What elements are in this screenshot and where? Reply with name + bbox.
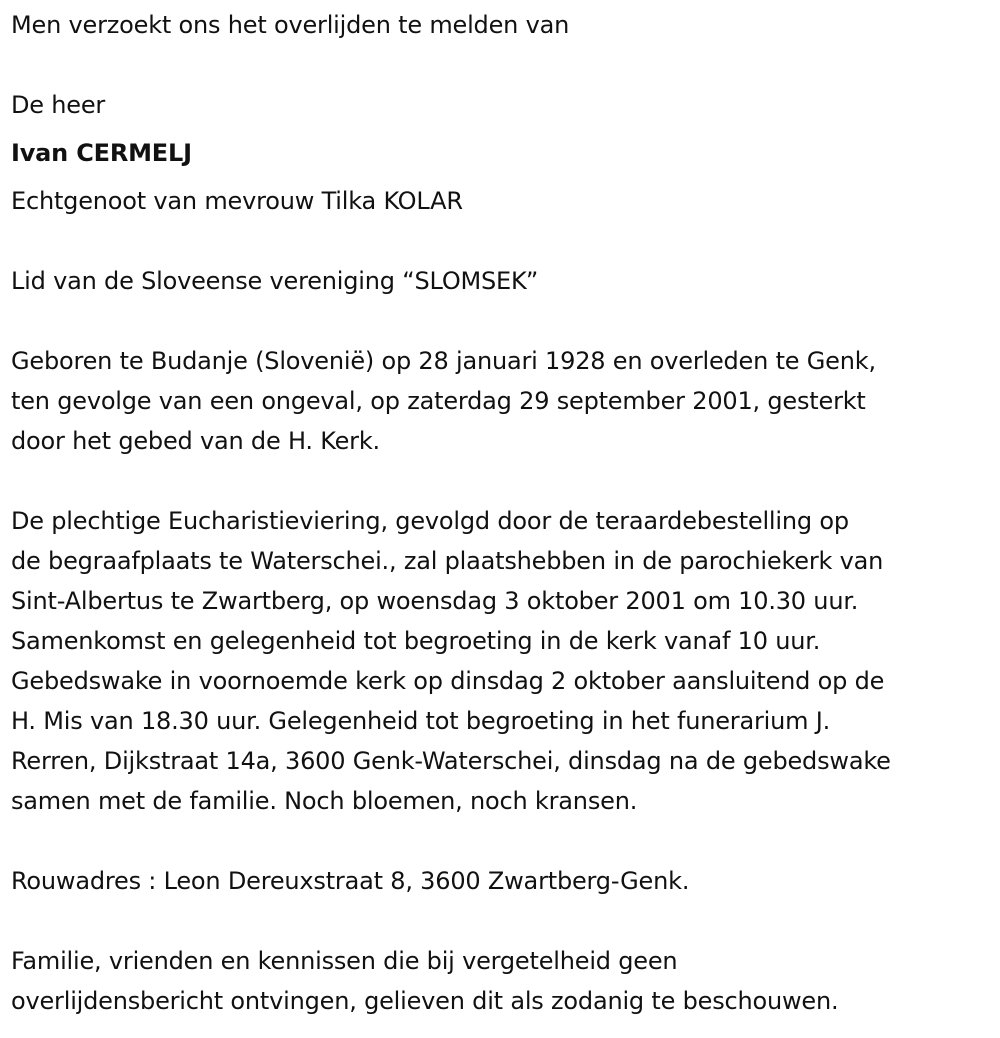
paragraph-line: Samenkomst en gelegenheid tot begroeting in de kerk vanaf 10 uur. — [11, 627, 821, 655]
spouse-line: Echtgenoot van mevrouw Tilka KOLAR — [11, 187, 463, 215]
paragraph-line: samen met de familie. Noch bloemen, noch kransen. — [11, 787, 638, 815]
salutation: De heer — [11, 91, 106, 119]
membership-line: Lid van de Sloveense vereniging “SLOMSEK” — [11, 267, 539, 295]
paragraph-line: Familie, vrienden en kennissen die bij vergetelheid geen — [11, 947, 678, 975]
paragraph-line: De plechtige Eucharistieviering, gevolgd door de teraardebestelling op — [11, 507, 849, 535]
paragraph-line: Geboren te Budanje (Slovenië) op 28 januari 1928 en overleden te Genk, — [11, 347, 876, 375]
paragraph-line: Sint-Albertus te Zwartberg, op woensdag 3 oktober 2001 om 10.30 uur. — [11, 587, 859, 615]
paragraph-line: Rerren, Dijkstraat 14a, 3600 Genk-Waterschei, dinsdag na de gebedswake — [11, 747, 891, 775]
paragraph-line: H. Mis van 18.30 uur. Gelegenheid tot begroeting in het funerarium J. — [11, 707, 831, 735]
mourning-address: Rouwadres : Leon Dereuxstraat 8, 3600 Zwartberg-Genk. — [11, 867, 690, 895]
deceased-name: Ivan CERMELJ — [11, 139, 192, 167]
paragraph-line: de begraafplaats te Waterschei., zal plaatshebben in de parochiekerk van — [11, 547, 884, 575]
paragraph-line: door het gebed van de H. Kerk. — [11, 427, 380, 455]
paragraph-line: Gebedswake in voornoemde kerk op dinsdag 2 oktober aansluitend op de — [11, 667, 885, 695]
paragraph-line: overlijdensbericht ontvingen, gelieven dit als zodanig te beschouwen. — [11, 987, 839, 1015]
closing-paragraph — [11, 941, 1000, 1021]
birth-death-paragraph — [11, 341, 1000, 461]
intro-text: Men verzoekt ons het overlijden te melden van — [11, 11, 570, 39]
paragraph-line: ten gevolge van een ongeval, op zaterdag 29 september 2001, gesterkt — [11, 387, 866, 415]
ceremony-paragraph — [11, 501, 1000, 821]
